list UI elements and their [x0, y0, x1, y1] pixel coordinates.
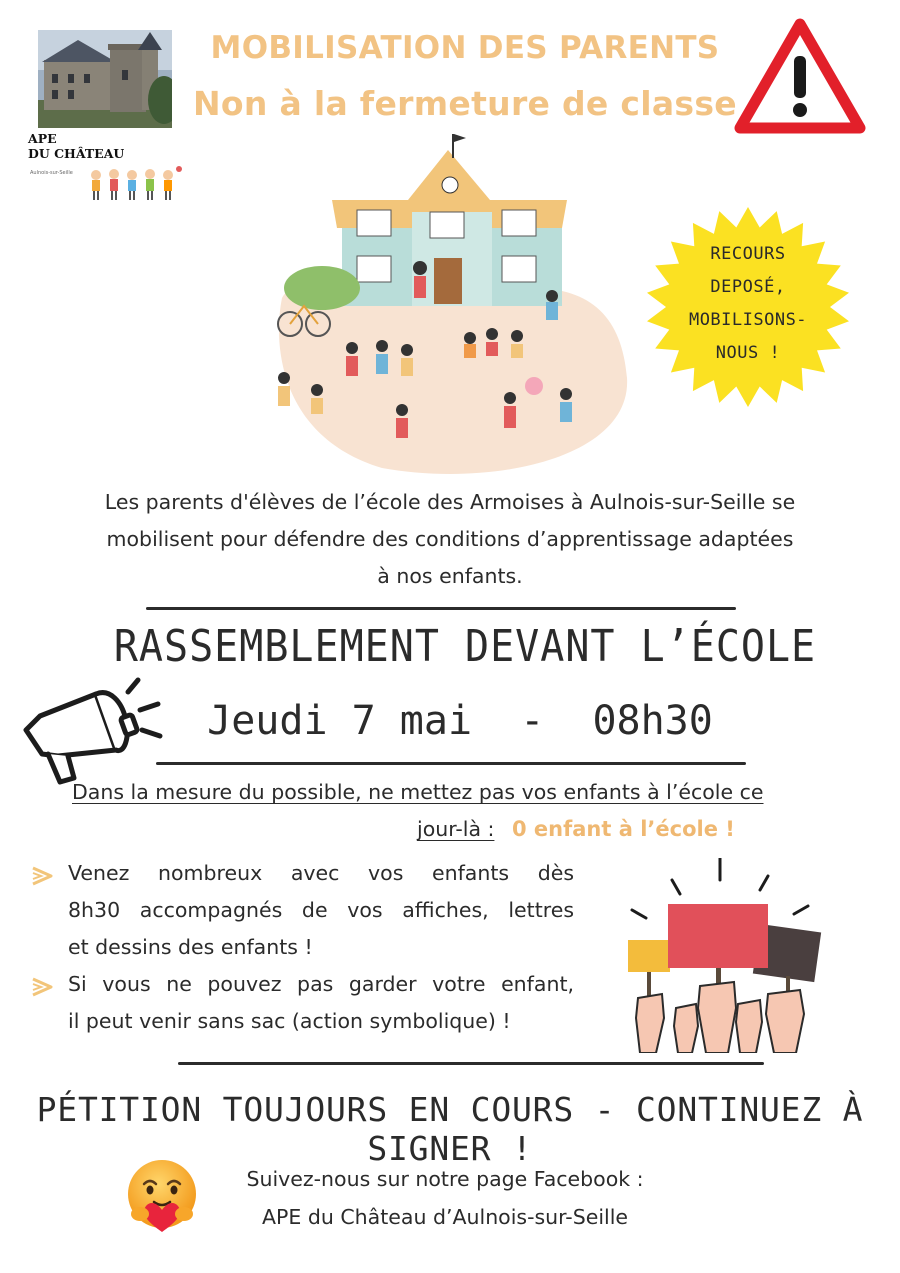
title-line-2: Non à la fermeture de classe [193, 84, 737, 123]
burst-line-1: RECOURS [710, 244, 786, 264]
logo-subtitle: Aulnois-sur-Seille [30, 170, 73, 176]
bullet-1-line-2: 8h30 accompagnés de vos affiches, lettres [68, 898, 574, 922]
logo-name-line1: APE [28, 131, 57, 146]
event-date: Jeudi 7 mai - 08h30 [207, 698, 713, 744]
burst-line-3: MOBILISONS- [688, 310, 808, 330]
intro-line-1: Les parents d'élèves de l’école des Armoises à Aulnois-sur-Seille se [104, 490, 796, 514]
logo-kids-illustration [86, 165, 184, 205]
intro-line-3: à nos enfants. [377, 564, 523, 588]
intro-paragraph [40, 484, 860, 595]
divider-bottom [178, 1062, 764, 1065]
school-illustration [262, 128, 634, 478]
petition-callout: PÉTITION TOUJOURS EN COURS - CONTINUEZ À SIGNER ! [36, 1090, 864, 1168]
note-accent: 0 enfant à l’école ! [512, 817, 735, 841]
chevron-right-icon [30, 976, 54, 998]
facebook-follow [210, 1160, 680, 1236]
bullet-item-1 [68, 855, 574, 966]
bullet-2-line-2: il peut venir sans sac (action symbolique) ! [68, 1009, 511, 1033]
event-headline: RASSEMBLEMENT DEVANT L’ÉCOLE [113, 622, 817, 672]
logo-name-line2: DU CHÂTEAU [28, 146, 125, 161]
facebook-page-name: APE du Château d’Aulnois-sur-Seille [261, 1205, 629, 1229]
logo-castle-photo [38, 30, 172, 128]
bullet-2-line-1: Si vous ne pouvez pas garder votre enfant, [68, 972, 574, 996]
warning-triangle-icon [734, 18, 866, 134]
bullet-1-line-1: Venez nombreux avec vos enfants dès [68, 861, 574, 885]
care-emoji-icon [124, 1158, 200, 1234]
bullet-1-line-3: et dessins des enfants ! [68, 935, 313, 959]
title-line-1: MOBILISATION DES PARENTS [210, 30, 720, 66]
divider-top [146, 607, 736, 610]
note-line-2: jour-là : [417, 817, 495, 841]
facebook-line-1: Suivez-nous sur notre page Facebook : [246, 1167, 644, 1191]
bullet-item-2 [68, 966, 574, 1040]
megaphone-icon [18, 672, 168, 790]
logo-name [28, 131, 138, 161]
divider-middle [156, 762, 746, 765]
intro-line-2: mobilisent pour défendre des conditions d’apprentissage adaptées [106, 527, 794, 551]
protest-signs-illustration [620, 858, 825, 1053]
burst-line-2: DEPOSÉ, [710, 277, 786, 297]
chevron-right-icon [30, 865, 54, 887]
note-line-1: Dans la mesure du possible, ne mettez pas vos enfants à l’école ce [72, 780, 764, 804]
burst-line-4: NOUS ! [715, 343, 781, 363]
burst-text [666, 238, 830, 370]
